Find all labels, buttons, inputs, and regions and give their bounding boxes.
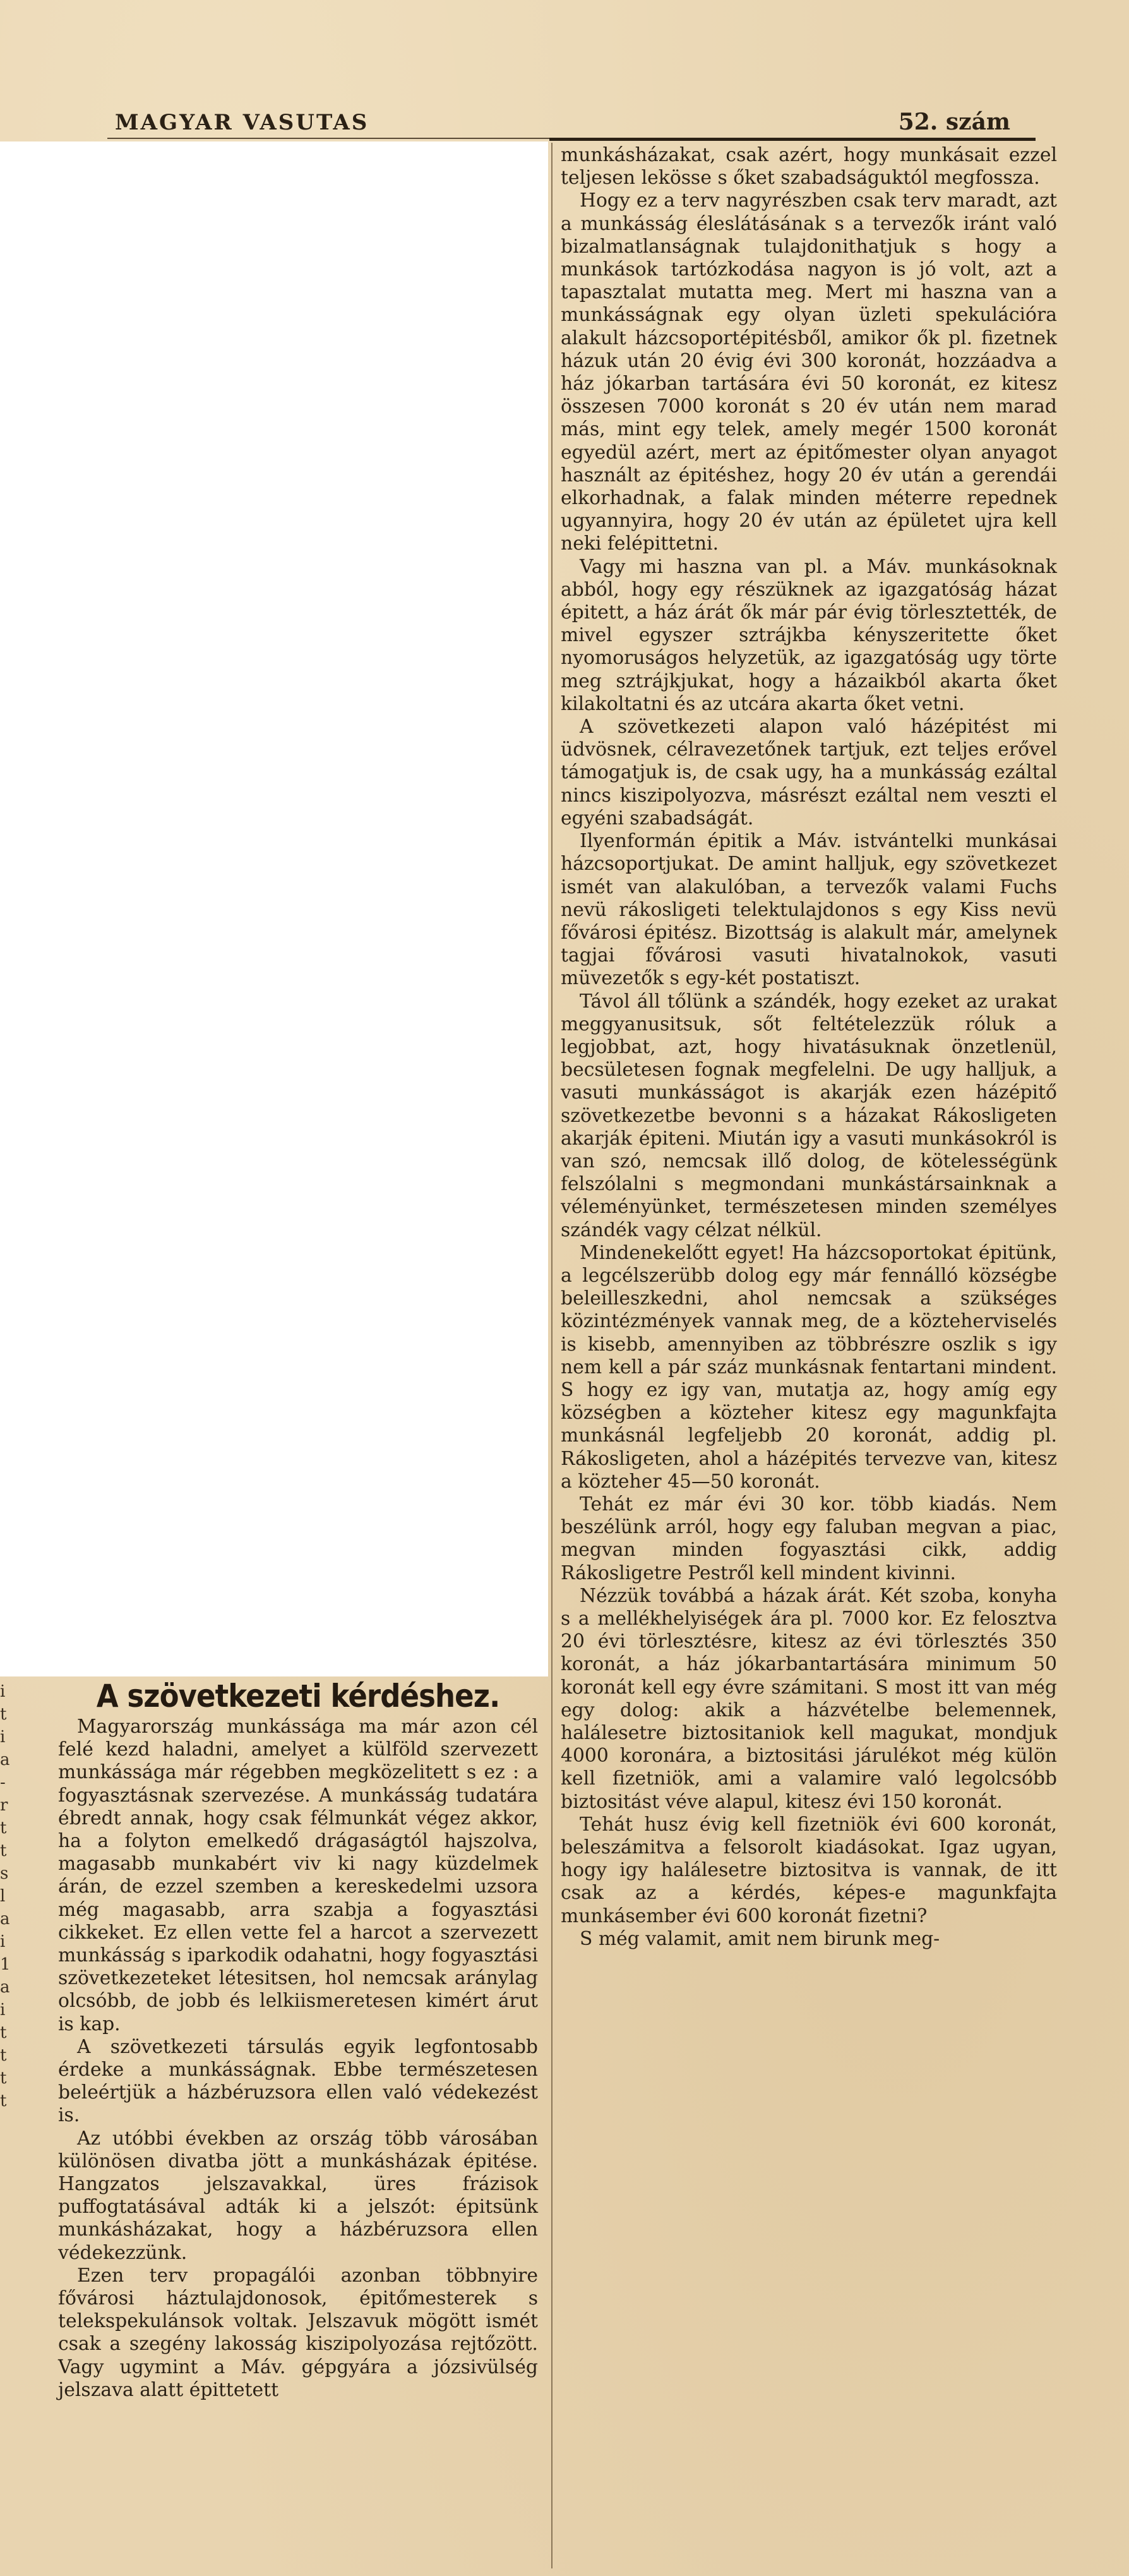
paragraph: Vagy mi haszna van pl. a Máv. munkásoknak abból, hogy egy részüknek az igazgatóság házat épitett, a ház árát ők már pár évig törlesztették, de mivel egyszer sztrájkba kényszeritette őket nyomoruságos helyzetük, az igazgatóság ugy törte meg sztrájkjukat, hogy a házaikból akarta őket kilakoltatni és az utcára akarta őket vetni. <box>561 555 1057 715</box>
paragraph: Magyarország munkássága ma már azon cél felé kezd haladni, amelyet a külföld szervezett munkássága már régebben megközelitett s ez : a fogyasztásnak szervezése. A munkásság tudatára ébredt annak, hogy csak félmunkát végez akkor, ha a folyton emelkedő drágaságtól hajszolva, magasabb munkabért viv ki nagy küzdelmek árán, de ezzel szemben a kereskedelmi uzsora még magasabb, arra szabja a fogyasztási cikkeket. Ez ellen vette fel a harcot a szervezett munkásság s iparkodik odahatni, hogy fogyasztási szövetkezeteket létesitsen, hol nemcsak aránylag olcsóbb, de jobb és lelkiismeretesen kimért árut is kap. <box>58 1716 538 2035</box>
paragraph: Távol áll tőlünk a szándék, hogy ezeket az urakat meggyanusitsuk, sőt feltételezzük róluk a legjobbat, azt, hogy hivatásuknak önzetlenül, becsületesen fognak megfelelni. De ugy halljuk, a vasuti munkásságot is akarják ezen házépitő szövetkezetbe bevonni s a házakat Rákosligeten akarják épiteni. Miután igy a vasuti munkásokról is van szó, nemcsak illő dolog, de kötelességünk felszólalni s megmondani munkástársainknak a véleményünket, természetesen minden személyes szándék vagy célzat nélkül. <box>561 990 1057 1241</box>
edge-fragment: a <box>0 1910 10 1929</box>
paragraph: S még valamit, amit nem birunk meg- <box>580 1927 940 1950</box>
page-header <box>107 107 1036 138</box>
edge-fragment: t <box>0 2023 7 2042</box>
edge-fragment: t <box>0 2046 7 2065</box>
paragraph: Ilyenformán épitik a Máv. istvántelki munkásai házcsoportjukat. De amint halljuk, egy szövetkezet ismét van alakulóban, a tervezők valami Fuchs nevü rákosligeti telektulajdonos s egy Kiss nevü fővárosi épitész. Bizottság is alakult már, amelynek tagjai fővárosi vasuti hivatalnokok, vasuti müvezetők s egy-két postatiszt. <box>561 830 1057 990</box>
header-rule <box>549 138 1036 141</box>
paragraph: munkásházakat, csak azért, hogy munkásait ezzel teljesen lekösse s őket szabadságuktól megfossza. <box>561 144 1057 190</box>
column-divider <box>551 143 553 2568</box>
edge-fragment: s <box>0 1864 9 1883</box>
paragraph: Az utóbbi években az ország több városában különösen divatba jött a munkásházak épitése. Hangzatos jelszavakkal, üres frázisok puffogtatásával adták ki a jelszót: épitsünk munkásházakat, hogy a házbéruzsora ellen védekezzünk. <box>58 2127 538 2264</box>
edge-fragment: i <box>0 1932 6 1951</box>
header-rule-left <box>107 138 549 139</box>
issue-number: 52. szám <box>898 109 1010 135</box>
edge-fragment: t <box>0 1819 7 1838</box>
edge-fragment: t <box>0 2069 7 2088</box>
paragraph: Tehát ez már évi 30 kor. több kiadás. Nem beszélünk arról, hogy egy faluban megvan a piac, megvan minden fogyasztási cikk, addig Rákosligetre Pestről kell mindent kivinni. <box>561 1493 1057 1584</box>
paragraph: Tehát husz évig kell fizetniök évi 600 koronát, beleszámitva a felsorolt kiadásokat. Igaz ugyan, hogy igy halálesetre biztositva is vannak, de itt csak az a kérdés, képes-e magunkfajta munkásember évi 600 koronát fizetni? <box>561 1813 1057 1927</box>
edge-fragment: 1 <box>0 1955 11 1974</box>
edge-fragment: r <box>0 1796 8 1815</box>
paragraph: Nézzük továbbá a házak árát. Két szoba, konyha s a mellékhelyiségek ára pl. 7000 kor. Ez felosztva 20 évi törlesztésre, kitesz az évi törlesztés 350 koronát, a ház jókarbantartására minimum 50 koronát kell egy évre számitani. S most itt van még egy dolog: akik a házvételbe belemennek, halálesetre biztositaniok kell magukat, mondjuk 4000 koronára, a biztositási járulékot még külön kell fizetniök, ami a valamire való legolcsóbb biztositást véve alapul, kitesz évi 150 koronát. <box>561 1584 1057 1813</box>
edge-fragment: - <box>0 1773 6 1792</box>
redacted-area <box>0 141 548 1676</box>
paragraph: Hogy ez a terv nagyrészben csak terv maradt, azt a munkásság éleslátásának s a tervezők iránt való bizalmatlanságnak tulajdonithatjuk s hogy a munkások tartózkodása nagyon is jó volt, azt a tapasztalat mutatta meg. Mert mi haszna van a munkásságnak egy olyan üzleti spekulációra alakult házcsoportépitésből, amikor ők pl. fizetnek házuk után 20 évig évi 300 koronát, hozzáadva a ház jókarban tartására évi 50 koronát, ez kitesz összesen 7000 koronát s 20 év után nem marad más, mint egy telek, amely megér 1500 koronát egyedül azért, mert az épitőmester olyan anyagot használt az épitéshez, hogy 20 év után a gerendái elkorhadnak, a falak minden méterre repednek ugyannyira, hogy 20 év után az épületet ujra kell neki felépittetni. <box>561 190 1057 555</box>
article-title: A szövetkezeti kérdéshez. <box>96 1678 500 1714</box>
masthead-title: MAGYAR VASUTAS <box>115 110 369 135</box>
edge-fragment: a <box>0 1978 10 1997</box>
edge-fragment: a <box>0 1750 10 1769</box>
edge-fragment: t <box>0 1705 7 1724</box>
paragraph: A szövetkezeti alapon való házépitést mi üdvösnek, célravezetőnek tartjuk, ezt teljes erővel támogatjuk is, de csak ugy, ha a munkásság ezáltal nincs kiszipolyozva, másrészt ezáltal nem veszti el egyéni szabadságát. <box>561 716 1057 829</box>
paragraph: A szövetkezeti társulás egyik legfontosabb érdeke a munkásságnak. Ebbe természetesen beleértjük a házbéruzsora ellen való védekezést is. <box>58 2035 538 2127</box>
left-column <box>58 1716 538 2568</box>
left-edge-fragments <box>0 1680 15 2571</box>
edge-fragment: t <box>0 2091 7 2110</box>
edge-fragment: t <box>0 1841 7 1860</box>
paragraph: Ezen terv propagálói azonban többnyire fővárosi háztulajdonosok, épitőmesterek s telekspekulánsok voltak. Jelszavuk mögött ismét csak a szegény lakosság kiszipolyozása rejtőzött. Vagy ugymint a Máv. gépgyára a józsivülség jelszava alatt épittetett <box>58 2264 538 2401</box>
edge-fragment: i <box>0 1682 6 1701</box>
edge-fragment: l <box>0 1887 6 1906</box>
paragraph: Mindenekelőtt egyet! Ha házcsoportokat épitünk, a legcélszerübb dolog egy már fennálló községbe beleilleszkedni, ahol nemcsak a szükséges közintézmények vannak meg, de a közteherviselés is kisebb, amennyiben az többrészre oszlik s igy nem kell a pár száz munkásnak fentartani mindent. S hogy ez igy van, mutatja az, hogy amíg egy községben a közteher kitesz egy magunkfajta munkásnál legfeljebb 20 koronát, addig pl. Rákosligeten, ahol a házépités tervezve van, kitesz a közteher 45—50 koronát. <box>561 1241 1057 1493</box>
edge-fragment: i <box>0 2001 6 2019</box>
right-column <box>561 144 1057 2563</box>
edge-fragment: i <box>0 1728 6 1747</box>
